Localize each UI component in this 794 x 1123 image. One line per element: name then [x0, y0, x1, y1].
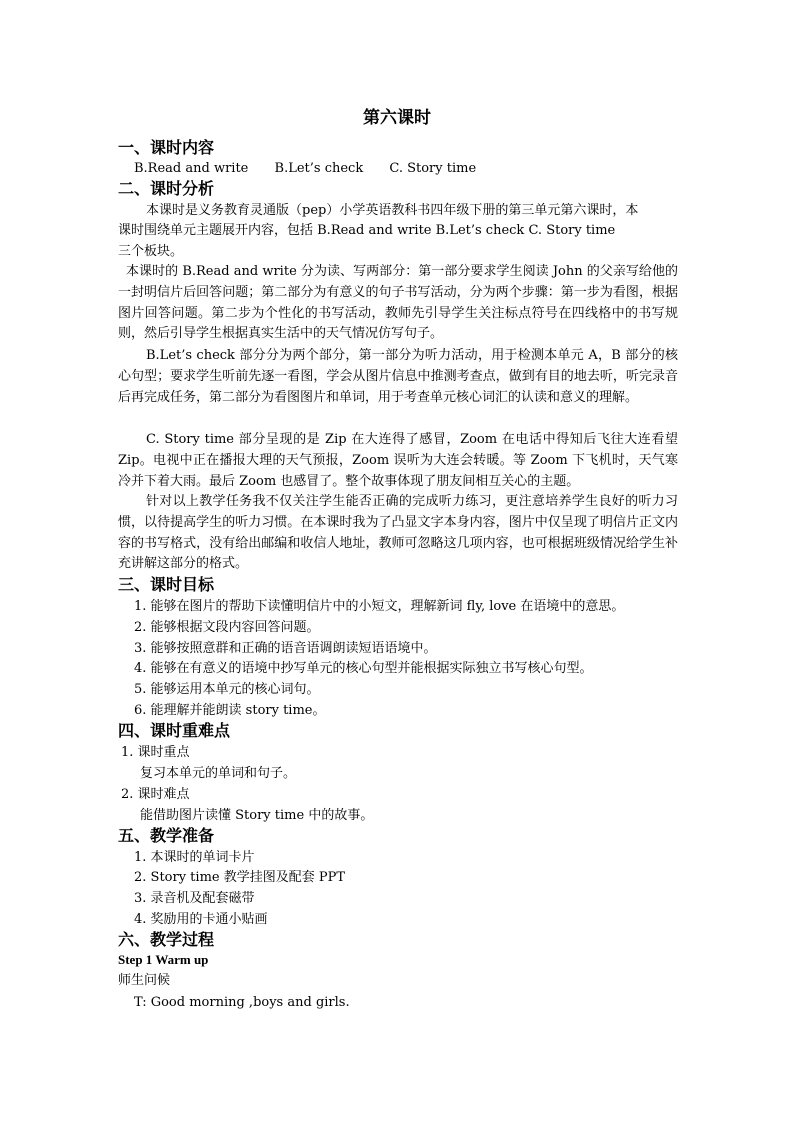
preparation-item: 4. 奖励用的卡通小贴画 [134, 912, 268, 927]
analysis-paragraph-1-line-2: 课时围绕单元主题展开内容，包括 B.Read and write B.Let’s check C. Story time [118, 223, 616, 238]
step-1-heading: Step 1 Warm up [118, 952, 209, 967]
analysis-paragraph-4: C. Story time 部分呈现的是 Zip 在大连得了感冒，Zoom 在电话中得知后飞往大连看望 Zip。电视中正在播报大理的天气预报，Zoom 误听为大连会转暖。等 Zoom 下飞机时，天气寒冷并下着大雨。最后 Zoom 也感冒了。整个故事体现了朋友间相互关心的主题。 [118, 432, 678, 489]
analysis-paragraph-1-line-1: 本课时是义务教育灵通版（pep）小学英语教科书四年级下册的第三单元第六课时，本 [146, 203, 639, 218]
preparation-item: 3. 录音机及配套磁带 [134, 891, 255, 906]
page-title: 第六课时 [363, 108, 431, 128]
analysis-paragraph-1-line-3: 三个板块。 [118, 244, 184, 259]
objective-item: 3. 能够按照意群和正确的语音语调朗读短语语境中。 [134, 641, 437, 656]
objective-item: 1. 能够在图片的帮助下读懂明信片中的小短文，理解新词 fly, love 在语境中的意思。 [134, 599, 625, 614]
analysis-paragraph-5: 针对以上教学任务我不仅关注学生能否正确的完成听力练习，更注意培养学生良好的听力习惯，以待提高学生的听力习惯。在本课时我为了凸显文字本身内容，图片中仅呈现了明信片正文内容的书写格式，没有给出邮编和收信人地址，教师可忽略这几项内容，也可根据班级情况给学生补充讲解这部分的格式。 [118, 494, 678, 572]
key-point-text: 复习本单元的单词和句子。 [140, 766, 297, 781]
difficulty-label: 2. 课时难点 [121, 787, 190, 802]
dialog-line: T: Good morning ,boys and girls. [134, 995, 350, 1010]
section-heading-content: 一、课时内容 [118, 138, 215, 157]
section-heading-objectives: 三、课时目标 [118, 575, 215, 594]
content-item: C. Story time [389, 161, 477, 176]
key-point-label: 1. 课时重点 [121, 745, 190, 760]
greeting-label: 师生问候 [118, 973, 171, 988]
section-heading-process: 六、教学过程 [118, 930, 215, 949]
preparation-item: 2. Story time 教学挂图及配套 PPT [134, 870, 346, 885]
preparation-item: 1. 本课时的单词卡片 [134, 850, 255, 865]
section-heading-analysis: 二、课时分析 [118, 179, 215, 198]
section-heading-key-points: 四、课时重难点 [118, 721, 231, 740]
analysis-paragraph-3: B.Let’s check 部分分为两个部分，第一部分为听力活动，用于检测本单元 A，B 部分的核心句型；要求学生听前先逐一看图，学会从图片信息中推测考查点，做到有目的地去听，听完录音后再完成任务，第二部分为看图图片和单词，用于考查单元核心词汇的认读和意义的理解。 [118, 348, 678, 405]
content-item: B.Let’s check [274, 161, 364, 176]
objective-item: 6. 能理解并能朗读 story time。 [134, 703, 326, 718]
analysis-paragraph-2: 本课时的 B.Read and write 分为读、写两部分：第一部分要求学生阅读 John 的父亲写给他的一封明信片后回答问题；第二部分为有意义的句子书写活动，分为两个步骤：第一步为看图，根据图片回答问题。第二步为个性化的书写活动，教师先引导学生关注标点符号在四线格中的书写规则，然后引导学生根据真实生活中的天气情况仿写句子。 [118, 264, 678, 342]
objective-item: 5. 能够运用本单元的核心词句。 [134, 682, 320, 697]
objective-item: 4. 能够在有意义的语境中抄写单元的核心句型并能根据实际独立书写核心句型。 [134, 661, 593, 676]
section-heading-preparation: 五、教学准备 [118, 826, 215, 845]
objective-item: 2. 能够根据文段内容回答问题。 [134, 620, 320, 635]
content-items [134, 158, 476, 179]
content-item: B.Read and write [134, 161, 249, 176]
difficulty-text: 能借助图片读懂 Story time 中的故事。 [140, 808, 374, 823]
